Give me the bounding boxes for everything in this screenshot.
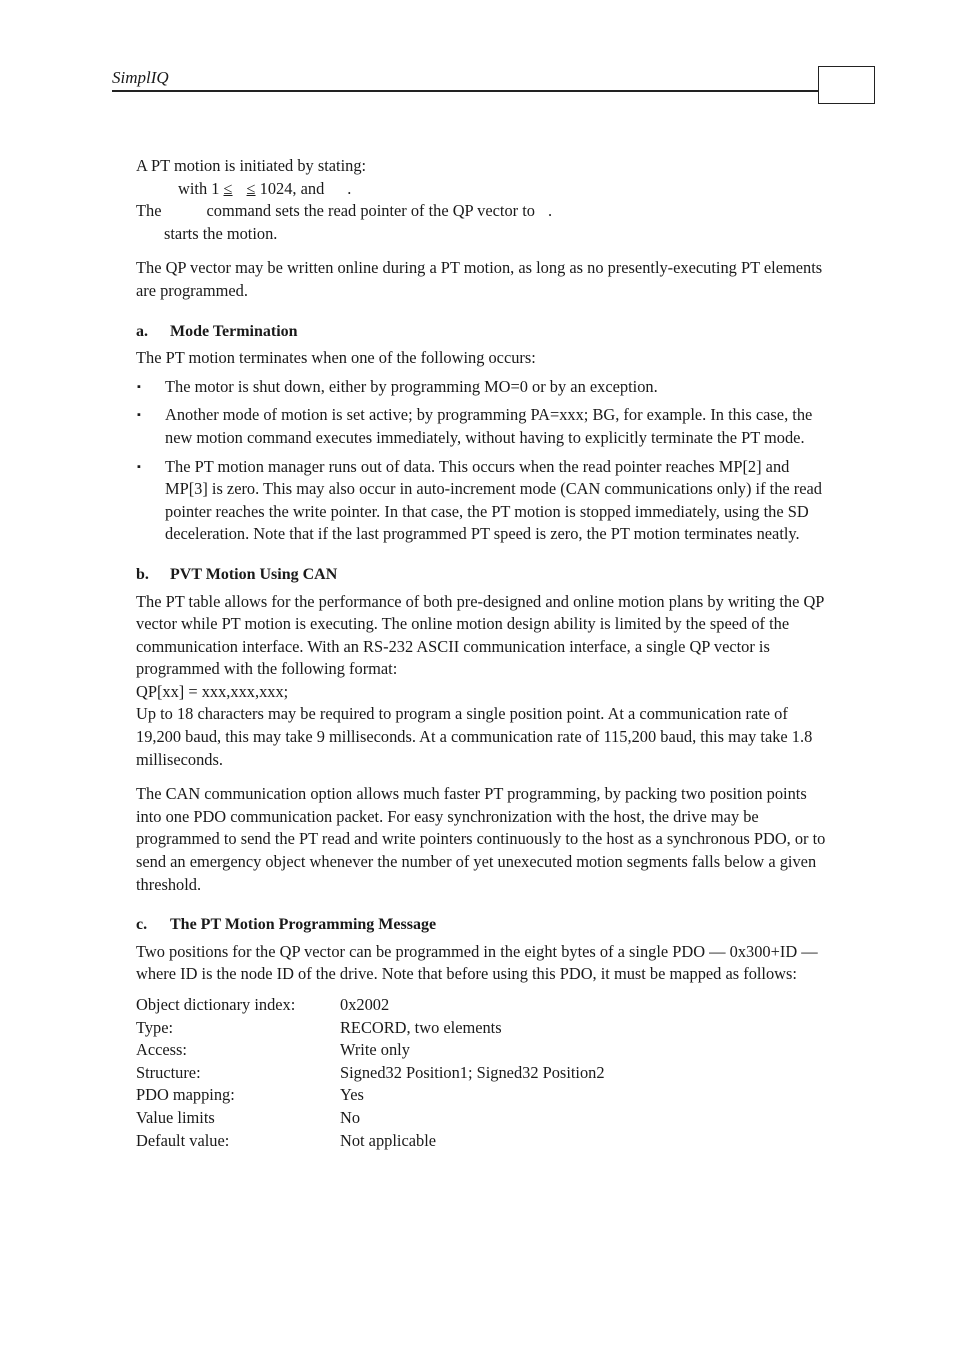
table-row: Structure: Signed32 Position1; Signed32 Position2 [136,1062,605,1082]
table-row: Access: Write only [136,1040,410,1060]
list-item: ▪ The motor is shut down, either by programming MO=0 or by an exception. [136,376,826,399]
section-c-heading: c. The PT Motion Programming Message [136,916,437,934]
intro-line-2: with 1 ≤ ≤ 1024, and . [178,178,352,198]
page-number-box [818,66,875,104]
le-symbol-2: ≤ [246,178,256,198]
page-header [112,66,874,104]
table-row: Value limits No [136,1107,361,1127]
section-b-paragraph-1b: Up to 18 characters may be required to program a single position point. At a communication rate of 19,200 baud, this may take 9 milliseconds. At a communication rate of 115,200 baud, this may take 1.8 milliseconds. [136,704,813,769]
table-row: Type: RECORD, two elements [136,1017,502,1037]
list-item: ▪ Another mode of motion is set active; by programming PA=xxx; BG, for example. In this case, the new motion command executes immediately, without having to explicitly terminate the PT mode. [137,405,813,447]
list-item: ▪ The PT motion manager runs out of data. This occurs when the read pointer reaches MP[2] and MP[3] is zero. This may also occur in auto-increment mode (CAN communications only) if the read pointer reaches the write pointer. In that case, the PT motion is stopped immediately, using the SD deceleration. Note that if the last programmed PT speed is zero, the PT motion terminates neatly. [137,456,822,544]
page-content [136,155,826,1152]
intro-block [136,155,826,245]
section-c-paragraph: Two positions for the QP vector can be programmed in the eight bytes of a single PDO — 0x300+ID — where ID is the node ID of the drive. Note that before using this PDO, it must be mapped as follows: [136,941,818,984]
section-b-paragraph-2: The CAN communication option allows much faster PT programming, by packing two position points into one PDO communication packet. For easy synchronization with the host, the drive may be programmed to send the PT read and write pointers continuously to the host as a synchronous PDO, or to send an emergency object whenever the number of yet unexecuted motion segments falls below a given threshold. [136,784,826,894]
termination-list [136,376,826,546]
intro-line-4: starts the motion. [164,223,278,243]
intro-line-3: The command sets the read pointer of the QP vector to . [136,201,553,221]
section-a-heading: a. Mode Termination [136,322,298,340]
intro-line-1: A PT motion is initiated by stating: [136,156,367,175]
pdo-properties-table [136,994,605,1152]
header-title: SimplIQ [112,68,169,87]
online-paragraph: The QP vector may be written online during a PT motion, as long as no presently-executing PT elements are programmed. [136,258,823,300]
section-b-paragraph-1: The PT table allows for the performance of both pre-designed and online motion plans by writing the QP vector while PT motion is executing. The online motion design ability is limited by the speed of the communication interface. With an RS-232 ASCII communication interface, a single QP vector is programmed with the following format: [136,591,824,679]
section-b-heading: b. PVT Motion Using CAN [136,565,338,583]
bullet-icon: ▪ [137,380,141,393]
bullet-icon: ▪ [137,460,141,473]
table-row: Default value: Not applicable [136,1130,437,1150]
table-row: Object dictionary index: 0x2002 [136,995,390,1014]
bullet-icon: ▪ [137,409,141,422]
table-row: PDO mapping: Yes [136,1085,364,1105]
le-symbol-1: ≤ [223,178,233,198]
section-a-lead: The PT motion terminates when one of the following occurs: [136,348,536,368]
qp-format-line: QP[xx] = xxx,xxx,xxx; [136,681,289,701]
header-rule [112,90,818,92]
